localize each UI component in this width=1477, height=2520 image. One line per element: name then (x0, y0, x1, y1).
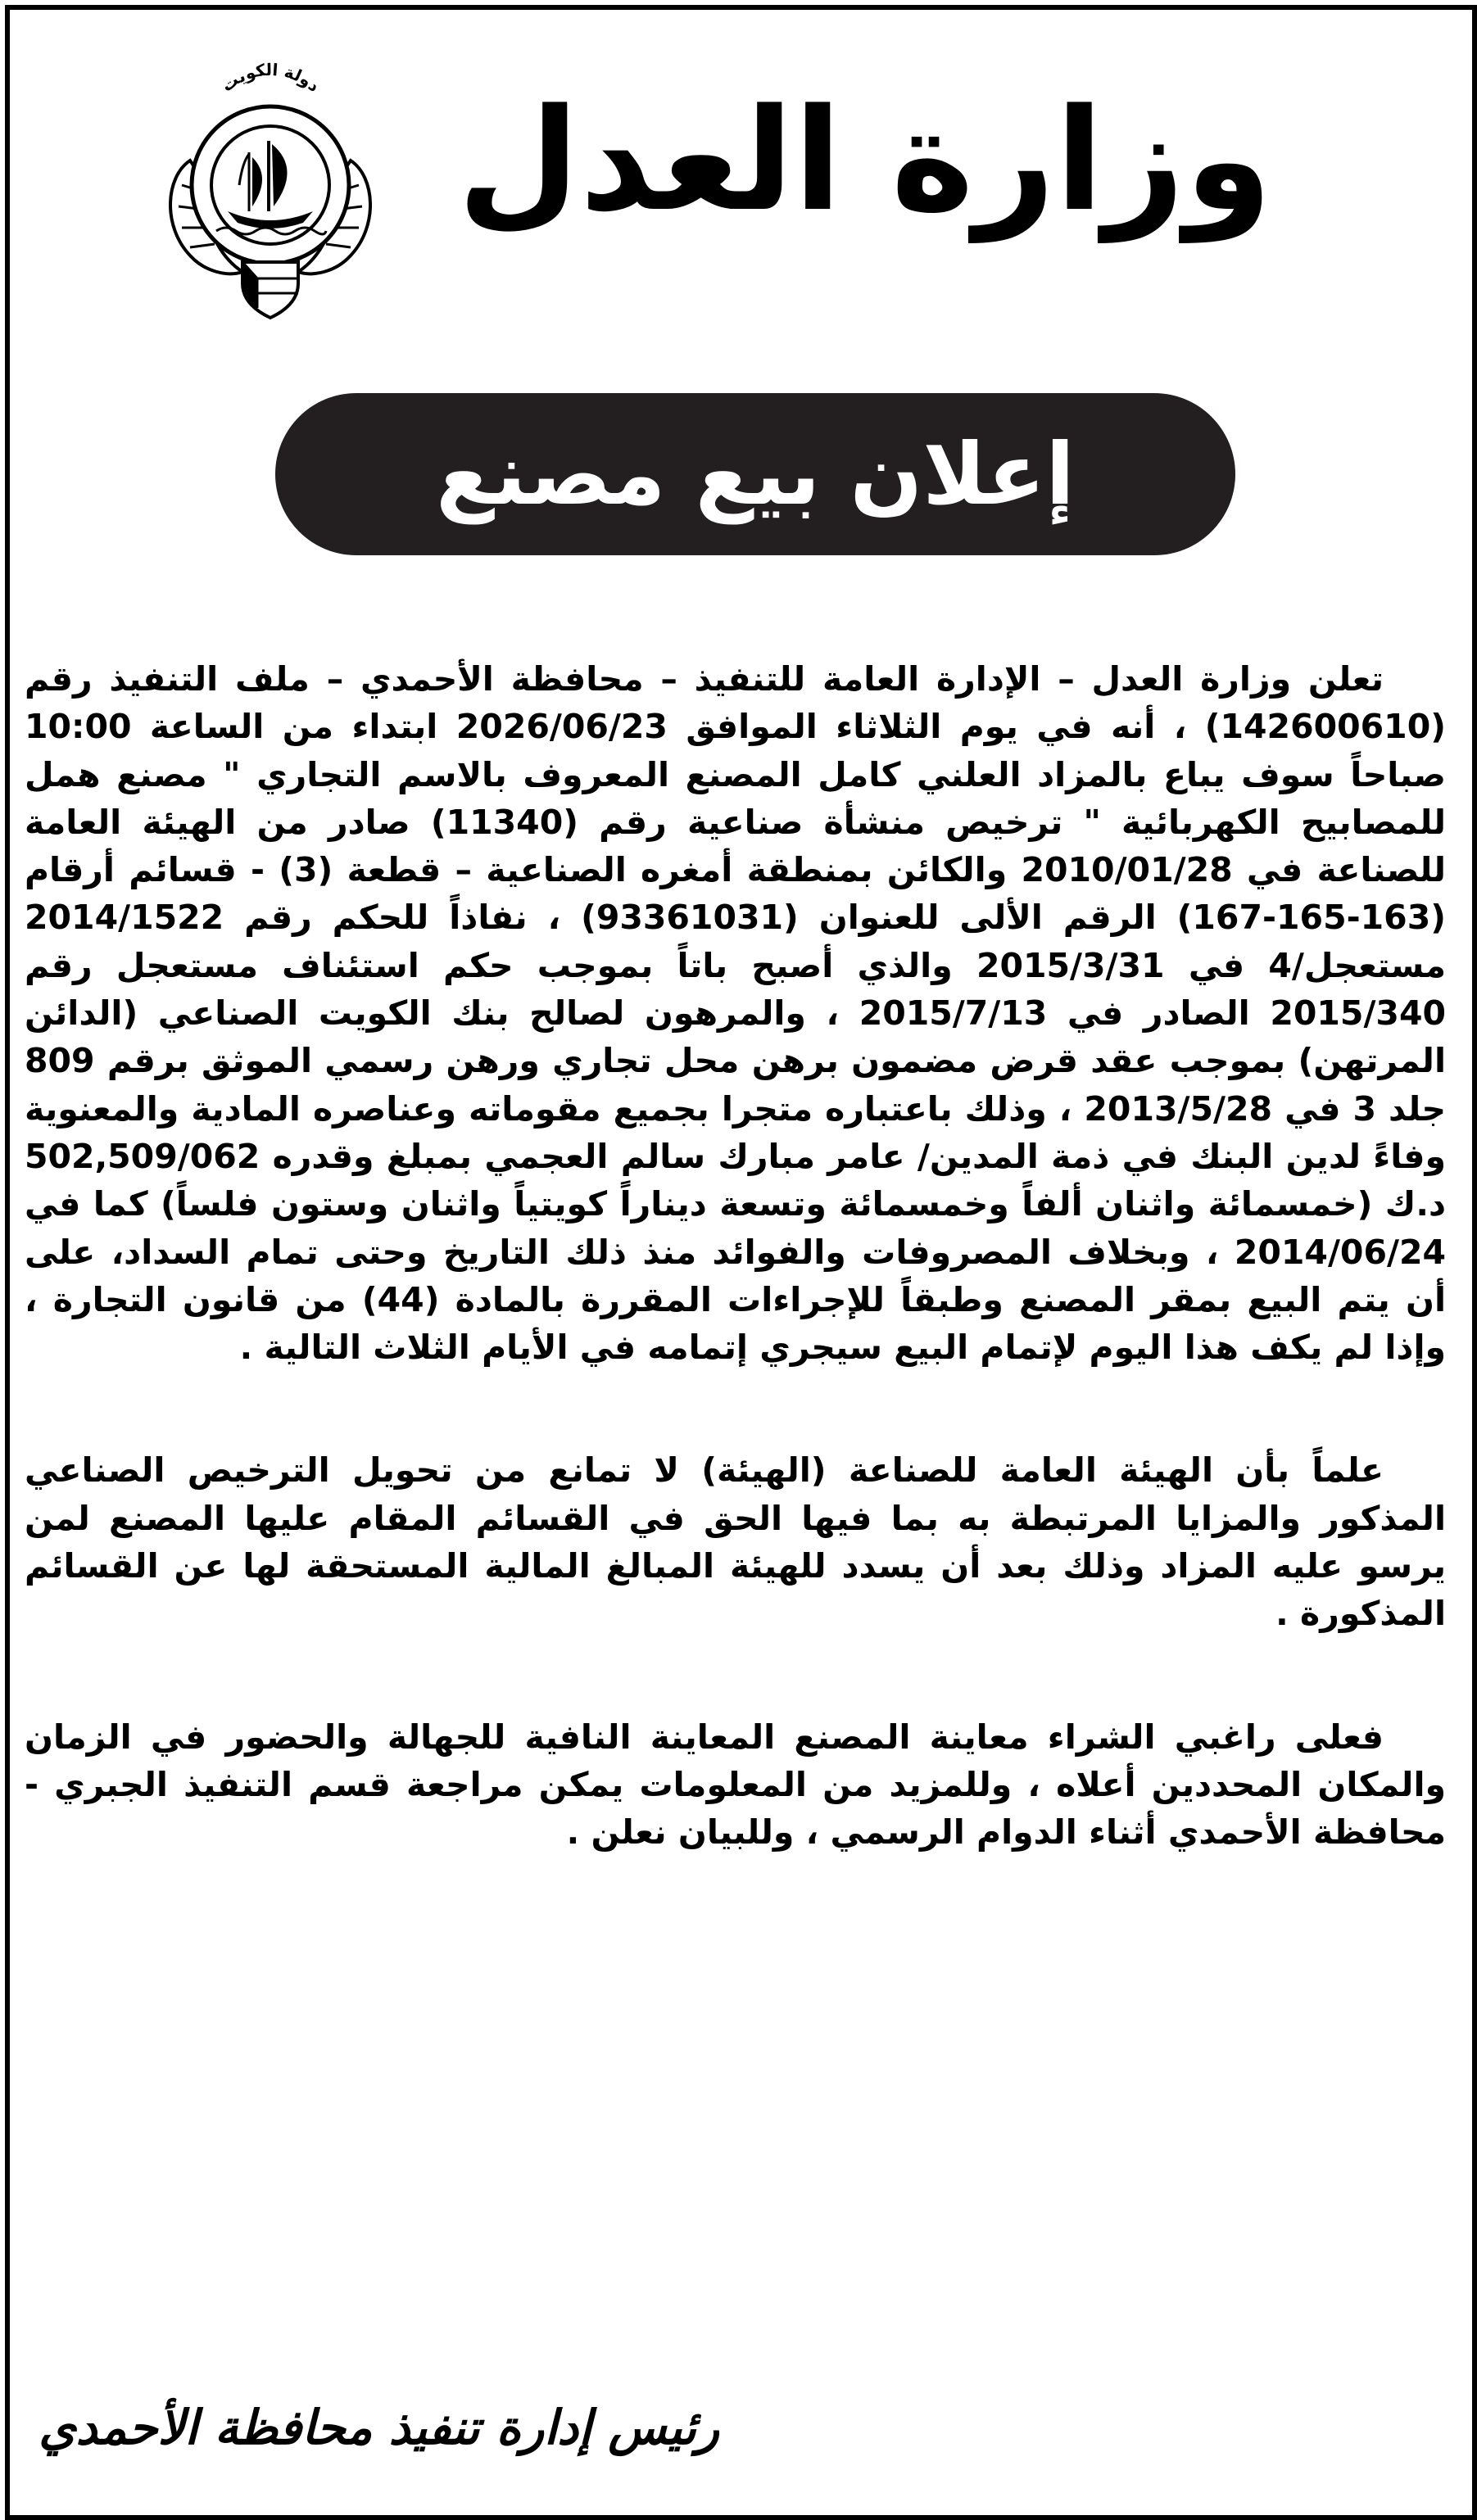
announcement-banner (275, 393, 1235, 555)
svg-text:دولة الكويت: دولة الكويت (217, 62, 324, 97)
paragraph-spacer (25, 1638, 1446, 1713)
ministry-title: وزارة العدل (457, 78, 1272, 242)
paragraph-spacer (25, 1371, 1446, 1446)
signature-line: رئيس إدارة تنفيذ محافظة الأحمدي (39, 2400, 719, 2455)
banner-title: إعلان بيع مصنع (436, 424, 1075, 524)
kuwait-emblem-icon (157, 62, 383, 323)
paragraph-inspection-notice: فعلى راغبي الشراء معاينة المصنع المعاينة النافية للجهالة والحضور في الزمان والمكان المحددين أعلاه ، وللمزيد من المعلومات يمكن مراجعة قسم التنفيذ الجبري - محافظة الأحمدي أثناء الدوام الرسمي ، وللبيان نعلن . (25, 1717, 1446, 1853)
paragraph-sale-details: تعلن وزارة العدل – الإدارة العامة للتنفيذ – محافظة الأحمدي – ملف التنفيذ رقم (142600610) ، أنه في يوم الثلاثاء الموافق 2026/06/23 ابتداء من الساعة 10:00 صباحاً سوف يباع بالمزاد العلني كامل المصنع المعروف بالاسم التجاري " مصنع همل للمصابيح الكهربائية " ترخيص منشأة صناعية رقم (11340) صادر من الهيئة العامة للصناعة في 2010/01/28 والكائن بمنطقة أمغره الصناعية – قطعة (3) - قسائم أرقام (163-165-167) الرقم الألى للعنوان (93361031) ، نفاذاً للحكم رقم 2014/1522 مستعجل/4 في 2015/3/31 والذي أصبح باتاً بموجب حكم استئناف مستعجل رقم 2015/340 الصادر في 2015/7/13 ، والمرهون لصالح بنك الكويت الصناعي (الدائن المرتهن) بموجب عقد قرض مضمون برهن محل تجاري ورهن رسمي الموثق برقم 809 جلد 3 في 2013/5/28 ، وذلك باعتباره متجرا بجميع مقوماته وعناصره المادية والمعنوية وفاءً لدين البنك في ذمة المدين/ عامر مبارك سالم العجمي بمبلغ وقدره 502,509/062 د.ك (خمسمائة واثنان ألفاً وخمسمائة وتسعة ديناراً كويتياً واثنان وستون فلساً) كما في 2014/06/24 ، وبخلاف المصروفات والفوائد منذ ذلك التاريخ وحتى تمام السداد، على أن يتم البيع بمقر المصنع وطبقاً للإجراءات المقررة بالمادة (44) من قانون التجارة ، وإذا لم يكف هذا اليوم لإتمام البيع سيجري إتمامه في الأيام الثلاث التالية . (25, 659, 1447, 1368)
paragraph-license-transfer: علماً بأن الهيئة العامة للصناعة (الهيئة) لا تمانع من تحويل الترخيص الصناعي المذكور والمزايا المرتبطة به بما فيها الحق في القسائم المقام عليها المصنع لمن يرسو عليه المزاد وذلك بعد أن يسدد للهيئة المبالغ المالية المستحقة لها عن القسائم المذكورة . (25, 1450, 1446, 1634)
announcement-body (25, 655, 1446, 1857)
